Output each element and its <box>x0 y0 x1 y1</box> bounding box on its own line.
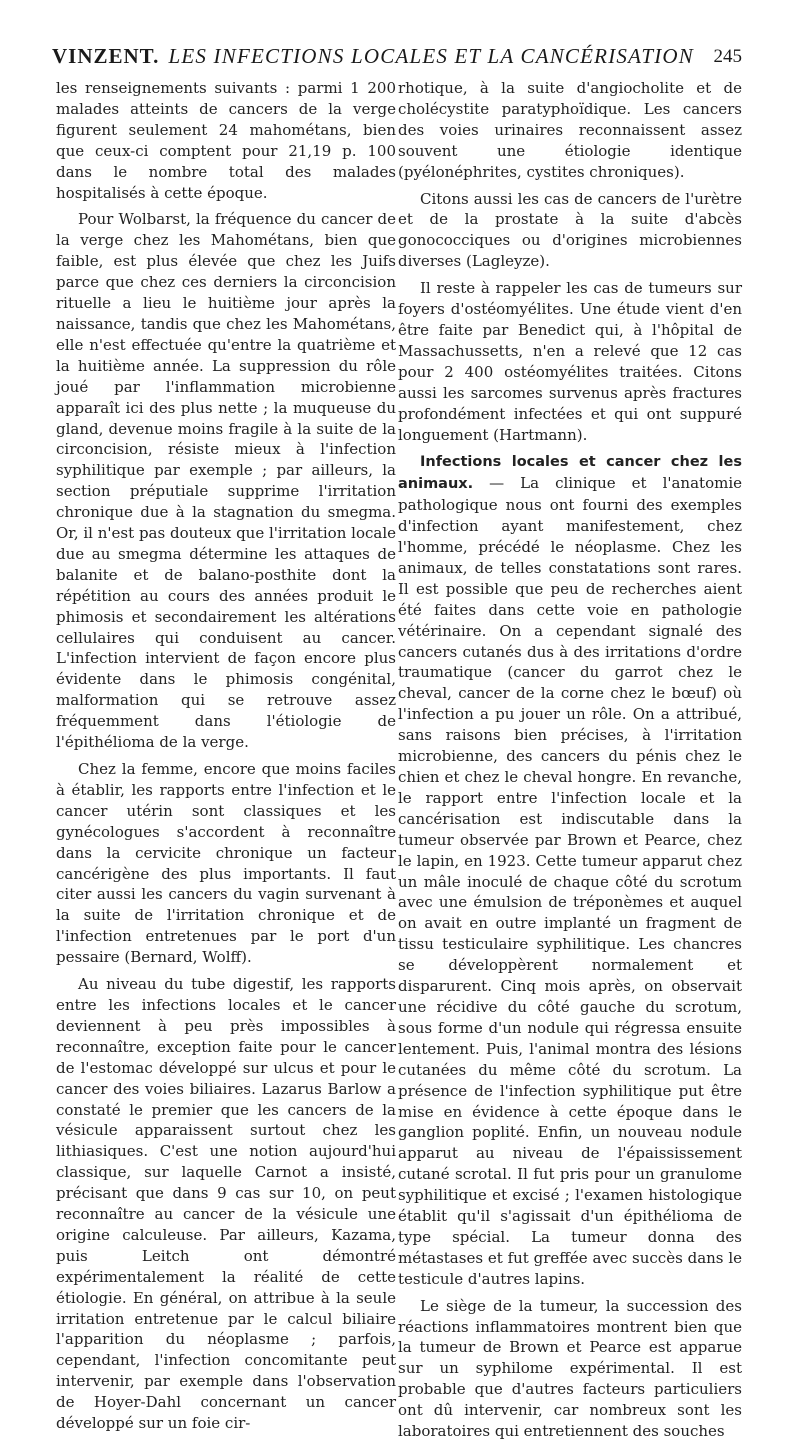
section-heading: Infections locales et cancer chez les animaux. <box>398 454 742 493</box>
left-paragraph-2: Pour Wolbarst, la fréquence du cancer de la verge chez les Mahométans, bien que faible, est plus élevée que chez les Juifs parce que chez ces derniers la circoncision rituelle a lieu le huitième jour après la naissance, tandis que chez les Mahométans, elle n'est effectuée qu'entre la quatrième et la huitième année. La suppression du rôle joué par l'inflammation microbienne apparaît ici des plus nette ; la muqueuse du gland, devenue moins fragile à la suite de la circoncision, résiste mieux à l'infection syphilitique par exemple ; par ailleurs, la section préputiale supprime l'irritation chronique due à la stagnation du smegma. Or, il n'est pas douteux que l'irritation locale due au smegma détermine les attaques de balanite et de balano-posthite dont la répétition au cours des années produit le phimosis et secondairement les altérations cellulaires qui conduisent au cancer. L'infection intervient de façon encore plus évidente dans le phimosis congénital, malformation qui se retrouve assez fréquemment dans l'étiologie de l'épithélioma de la verge. <box>56 210 396 752</box>
right-paragraph-1: rhotique, à la suite d'angiocholite et de cholécystite paratyphoïdique. Les cancers des voies urinaires reconnaissent assez souvent une étiologie identique (pyélonéphrites, cystites chroniques). <box>398 79 742 181</box>
header-author: VINZENT. <box>52 44 160 68</box>
running-header <box>52 44 742 76</box>
right-column <box>398 78 742 1442</box>
right-paragraph-5: Le siège de la tumeur, la succession des réactions inflammatoires montrent bien que la tumeur de Brown et Pearce est apparue sur un syphilome expérimental. Il est probable que d'autres facteurs particuliers ont dû intervenir, car nombreux sont les laboratoires qui entretiennent des souches <box>398 1296 742 1441</box>
left-paragraph-3: Chez la femme, encore que moins faciles à établir, les rapports entre l'infection et le cancer utérin sont classiques et les gynécologues s'accordent à reconnaître dans la cervicite chronique un facteur cancérigène des plus importants. Il faut citer aussi les cancers du vagin survenant à la suite de l'irritation chronique et de l'infection entretenues par le port d'un pessaire (Bernard, Wolff). <box>56 760 396 967</box>
right-paragraph-3: Il reste à rappeler les cas de tumeurs sur foyers d'ostéomyélites. Une étude vient d'en être faite par Benedict qui, à l'hôpital de Massachussetts, n'en a relevé que 12 cas pour 2 400 ostéomyélites traitées. Citons aussi les sarcomes survenus après fractures profondément infectées et qui ont suppuré longuement (Hartmann). <box>398 279 742 444</box>
left-paragraph-4: Au niveau du tube digestif, les rapports entre les infections locales et le cancer deviennent à peu près impossibles à reconnaître, exception faite pour le cancer de l'estomac développé sur ulcus et pour le cancer des voies biliaires. Lazarus Barlow a constaté le premier que les cancers de la vésicule apparaissent surtout chez les lithiasiques. C'est une notion aujourd'hui classique, sur laquelle Carnot a insisté, précisant que dans 9 cas sur 10, on peut reconnaître au cancer de la vésicule une origine calculeuse. Par ailleurs, Kazama, puis Leitch ont démontré expérimentalement la réalité de cette étiologie. En général, on attribue à la seule irritation entretenue par le calcul biliaire l'apparition du néoplasme ; parfois, cependant, l'infection concomitante peut intervenir, par exemple dans l'observation de Hoyer-Dahl concernant un cancer développé sur un foie cir- <box>56 975 396 1433</box>
page-number: 245 <box>713 46 742 67</box>
left-paragraph-1: les renseignements suivants : parmi 1 200 malades atteints de cancers de la verge figurent seulement 24 mahométans, bien que ceux-ci comptent pour 21,19 p. 100 dans le nombre total des malades hospitalisés à cette époque. <box>56 79 396 202</box>
right-paragraph-4 <box>398 451 742 1289</box>
header-title: LES INFECTIONS LOCALES ET LA CANCÉRISATION <box>168 44 694 68</box>
right-paragraph-2: Citons aussi les cas de cancers de l'urètre et de la prostate à la suite d'abcès gonococciques ou d'origines microbiennes diverses (Lagleyze). <box>398 189 742 271</box>
section-body: — La clinique et l'anatomie pathologique nous ont fourni des exemples d'infection ayant manifestement, chez l'homme, précédé le néoplasme. Chez les animaux, de telles constatations sont rares. Il est possible que peu de recherches aient été faites dans cette voie en pathologie vétérinaire. On a cependant signalé des cancers cutanés dus à des irritations d'ordre traumatique (cancer du garrot chez le cheval, cancer de la corne chez le bœuf) où l'infection a pu jouer un rôle. On a attribué, sans raisons bien précises, à l'irritation microbienne, des cancers du pénis chez le chien et chez le cheval hongre. En revanche, le rapport entre l'infection locale et la cancérisation est indiscutable dans la tumeur observée par Brown et Pearce, chez le lapin, en 1923. Cette tumeur apparut chez un mâle inoculé de chaque côté du scrotum avec une émulsion de tréponèmes et auquel on avait en outre implanté un fragment de tissu testiculaire syphilitique. Les chancres se développèrent normalement et disparurent. Cinq mois après, on observait une récidive du côté gauche du scrotum, sous forme d'un nodule qui régressa ensuite lentement. Puis, l'animal montra des lésions cutanées du même côté du scrotum. La présence de l'infection syphilitique put être mise en évidence à cette époque dans le ganglion poplité. Enfin, un nouveau nodule apparut au niveau de l'épaississement cutané scrotal. Il fut pris pour un granulome syphilitique et excisé ; l'examen histologique établit qu'il s'agissait d'un épithélioma de type spécial. La tumeur donna des métastases et fut greffée avec succès dans le testicule d'autres lapins. <box>398 474 742 1288</box>
left-column <box>56 78 396 1434</box>
